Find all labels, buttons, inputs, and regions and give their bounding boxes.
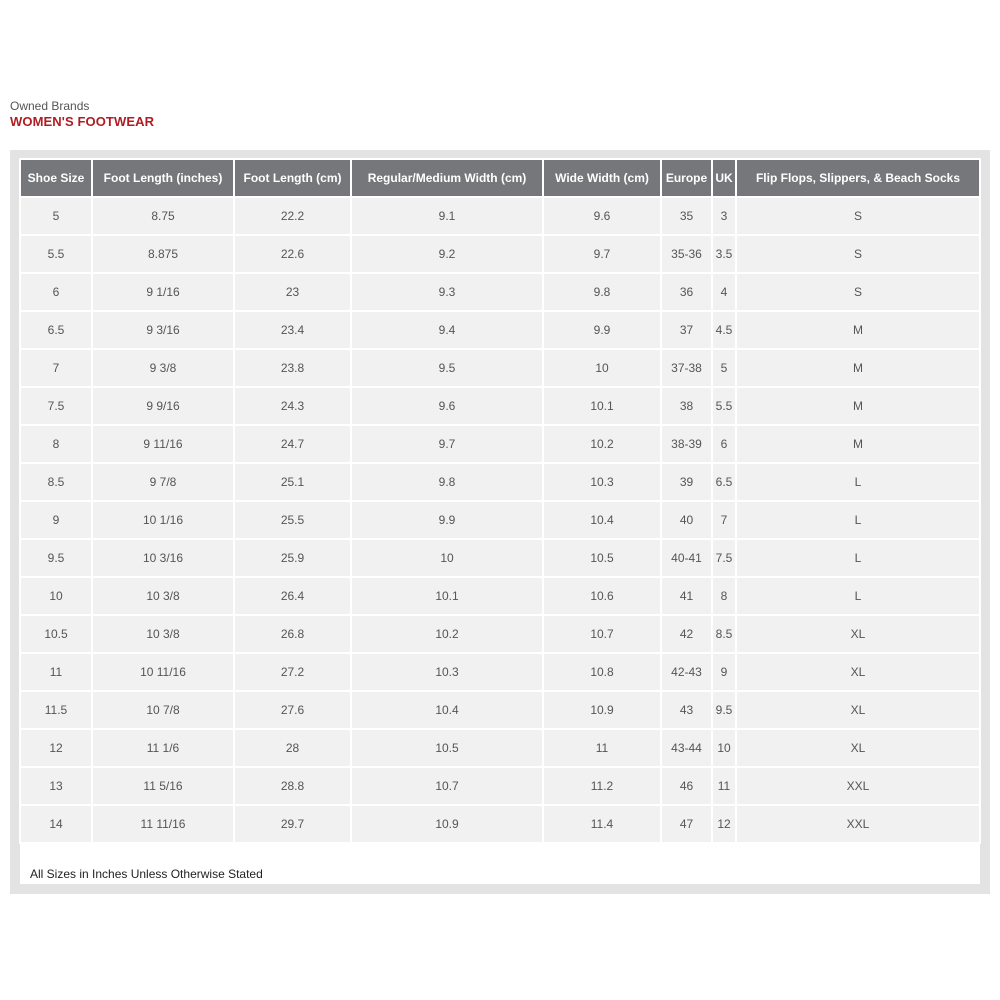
table-cell: 10.2 [544, 426, 660, 462]
table-cell: 47 [662, 806, 711, 842]
table-cell: 5.5 [713, 388, 735, 424]
table-cell: 6 [713, 426, 735, 462]
table-cell: 23 [235, 274, 350, 310]
table-cell: XL [737, 730, 979, 766]
column-header: Foot Length (inches) [93, 160, 233, 196]
table-cell: 10.4 [352, 692, 542, 728]
table-cell: 9 1/16 [93, 274, 233, 310]
table-row [21, 350, 979, 386]
table-cell: 3 [713, 198, 735, 234]
table-cell: 6.5 [21, 312, 91, 348]
table-cell: 8.75 [93, 198, 233, 234]
column-header: Wide Width (cm) [544, 160, 660, 196]
table-cell: 4.5 [713, 312, 735, 348]
size-chart-table [19, 158, 981, 844]
table-cell: 9.8 [544, 274, 660, 310]
table-cell: 11.2 [544, 768, 660, 804]
table-cell: 38-39 [662, 426, 711, 462]
table-cell: 10.9 [352, 806, 542, 842]
table-cell: 8 [713, 578, 735, 614]
table-cell: 9.8 [352, 464, 542, 500]
brand-label: Owned Brands [10, 99, 90, 113]
table-cell: 25.5 [235, 502, 350, 538]
column-header: Flip Flops, Slippers, & Beach Socks [737, 160, 979, 196]
table-cell: 9.4 [352, 312, 542, 348]
table-row [21, 806, 979, 842]
table-cell: 5 [713, 350, 735, 386]
table-cell: S [737, 274, 979, 310]
table-cell: 10.6 [544, 578, 660, 614]
table-cell: 38 [662, 388, 711, 424]
table-cell: 27.6 [235, 692, 350, 728]
table-cell: 9.9 [352, 502, 542, 538]
table-cell: 10.2 [352, 616, 542, 652]
table-cell: 10.8 [544, 654, 660, 690]
table-cell: 24.3 [235, 388, 350, 424]
table-cell: 11 1/6 [93, 730, 233, 766]
size-chart-panel [20, 158, 980, 884]
table-cell: 9 [713, 654, 735, 690]
table-cell: 37 [662, 312, 711, 348]
table-cell: 43-44 [662, 730, 711, 766]
table-cell: 39 [662, 464, 711, 500]
table-cell: 28.8 [235, 768, 350, 804]
table-cell: XL [737, 654, 979, 690]
column-header: Regular/Medium Width (cm) [352, 160, 542, 196]
table-row [21, 616, 979, 652]
table-cell: 23.8 [235, 350, 350, 386]
table-cell: 9 11/16 [93, 426, 233, 462]
table-cell: 7 [21, 350, 91, 386]
table-cell: 10.4 [544, 502, 660, 538]
table-cell: 9.3 [352, 274, 542, 310]
table-cell: 7 [713, 502, 735, 538]
table-row [21, 388, 979, 424]
table-cell: 9.6 [544, 198, 660, 234]
table-cell: L [737, 578, 979, 614]
table-row [21, 692, 979, 728]
column-header: UK [713, 160, 735, 196]
table-cell: 43 [662, 692, 711, 728]
table-cell: XL [737, 616, 979, 652]
table-cell: 46 [662, 768, 711, 804]
table-body [21, 198, 979, 842]
table-row [21, 236, 979, 272]
table-cell: S [737, 198, 979, 234]
table-cell: 40 [662, 502, 711, 538]
table-cell: 10 11/16 [93, 654, 233, 690]
table-cell: 4 [713, 274, 735, 310]
table-cell: 27.2 [235, 654, 350, 690]
table-cell: M [737, 388, 979, 424]
table-cell: 36 [662, 274, 711, 310]
table-cell: 25.9 [235, 540, 350, 576]
table-cell: 11 [713, 768, 735, 804]
table-cell: 35-36 [662, 236, 711, 272]
table-cell: 26.4 [235, 578, 350, 614]
table-cell: 7.5 [21, 388, 91, 424]
table-cell: 9.2 [352, 236, 542, 272]
table-cell: 10 3/16 [93, 540, 233, 576]
table-cell: 8.5 [713, 616, 735, 652]
table-cell: 10.3 [352, 654, 542, 690]
table-cell: 10.9 [544, 692, 660, 728]
table-cell: 29.7 [235, 806, 350, 842]
table-cell: 10.5 [544, 540, 660, 576]
table-row [21, 654, 979, 690]
table-cell: 8.875 [93, 236, 233, 272]
table-cell: 42-43 [662, 654, 711, 690]
table-cell: 10.7 [544, 616, 660, 652]
table-row [21, 198, 979, 234]
table-cell: 42 [662, 616, 711, 652]
table-cell: 9.1 [352, 198, 542, 234]
table-cell: 28 [235, 730, 350, 766]
table-cell: 3.5 [713, 236, 735, 272]
table-cell: 10 [713, 730, 735, 766]
table-cell: 41 [662, 578, 711, 614]
table-cell: 11.5 [21, 692, 91, 728]
table-cell: 10 7/8 [93, 692, 233, 728]
table-cell: 22.2 [235, 198, 350, 234]
table-cell: 10.1 [352, 578, 542, 614]
table-cell: L [737, 502, 979, 538]
table-cell: 6.5 [713, 464, 735, 500]
table-cell: 9 [21, 502, 91, 538]
table-cell: M [737, 312, 979, 348]
table-cell: 9.7 [544, 236, 660, 272]
table-cell: 5.5 [21, 236, 91, 272]
table-cell: 9 9/16 [93, 388, 233, 424]
table-cell: 10.1 [544, 388, 660, 424]
table-cell: 22.6 [235, 236, 350, 272]
table-cell: XL [737, 692, 979, 728]
table-cell: 13 [21, 768, 91, 804]
table-cell: 6 [21, 274, 91, 310]
table-cell: 40-41 [662, 540, 711, 576]
table-cell: 12 [21, 730, 91, 766]
table-cell: 23.4 [235, 312, 350, 348]
column-header: Foot Length (cm) [235, 160, 350, 196]
table-cell: 10.3 [544, 464, 660, 500]
table-cell: 10 [352, 540, 542, 576]
table-cell: 9.6 [352, 388, 542, 424]
table-cell: 11 11/16 [93, 806, 233, 842]
table-cell: 9 3/8 [93, 350, 233, 386]
table-cell: XXL [737, 768, 979, 804]
table-cell: 9.5 [21, 540, 91, 576]
table-cell: 10 1/16 [93, 502, 233, 538]
table-cell: S [737, 236, 979, 272]
table-cell: 11 [21, 654, 91, 690]
table-cell: 7.5 [713, 540, 735, 576]
table-cell: 26.8 [235, 616, 350, 652]
size-chart-frame [10, 150, 990, 894]
table-row [21, 502, 979, 538]
table-row [21, 312, 979, 348]
table-cell: 8.5 [21, 464, 91, 500]
table-cell: 12 [713, 806, 735, 842]
table-row [21, 730, 979, 766]
table-cell: 5 [21, 198, 91, 234]
table-cell: 9.9 [544, 312, 660, 348]
table-cell: 8 [21, 426, 91, 462]
table-cell: 10.7 [352, 768, 542, 804]
table-cell: 10 [544, 350, 660, 386]
table-cell: M [737, 426, 979, 462]
table-cell: 25.1 [235, 464, 350, 500]
table-cell: L [737, 464, 979, 500]
table-cell: L [737, 540, 979, 576]
table-row [21, 464, 979, 500]
column-header: Shoe Size [21, 160, 91, 196]
column-header: Europe [662, 160, 711, 196]
table-cell: 11.4 [544, 806, 660, 842]
table-cell: 11 [544, 730, 660, 766]
table-cell: 24.7 [235, 426, 350, 462]
table-cell: 10 3/8 [93, 616, 233, 652]
table-row [21, 768, 979, 804]
table-cell: 14 [21, 806, 91, 842]
table-cell: XXL [737, 806, 979, 842]
table-cell: M [737, 350, 979, 386]
page-title: WOMEN'S FOOTWEAR [10, 114, 155, 129]
table-header-row [21, 160, 979, 196]
table-cell: 10.5 [352, 730, 542, 766]
table-cell: 9.5 [713, 692, 735, 728]
table-cell: 9.7 [352, 426, 542, 462]
table-cell: 35 [662, 198, 711, 234]
table-cell: 37-38 [662, 350, 711, 386]
table-cell: 10 3/8 [93, 578, 233, 614]
table-row [21, 274, 979, 310]
table-row [21, 540, 979, 576]
table-row [21, 578, 979, 614]
table-row [21, 426, 979, 462]
table-cell: 11 5/16 [93, 768, 233, 804]
footnote: All Sizes in Inches Unless Otherwise Stated [30, 867, 263, 881]
table-cell: 9.5 [352, 350, 542, 386]
table-cell: 10.5 [21, 616, 91, 652]
table-cell: 9 7/8 [93, 464, 233, 500]
table-cell: 9 3/16 [93, 312, 233, 348]
table-cell: 10 [21, 578, 91, 614]
